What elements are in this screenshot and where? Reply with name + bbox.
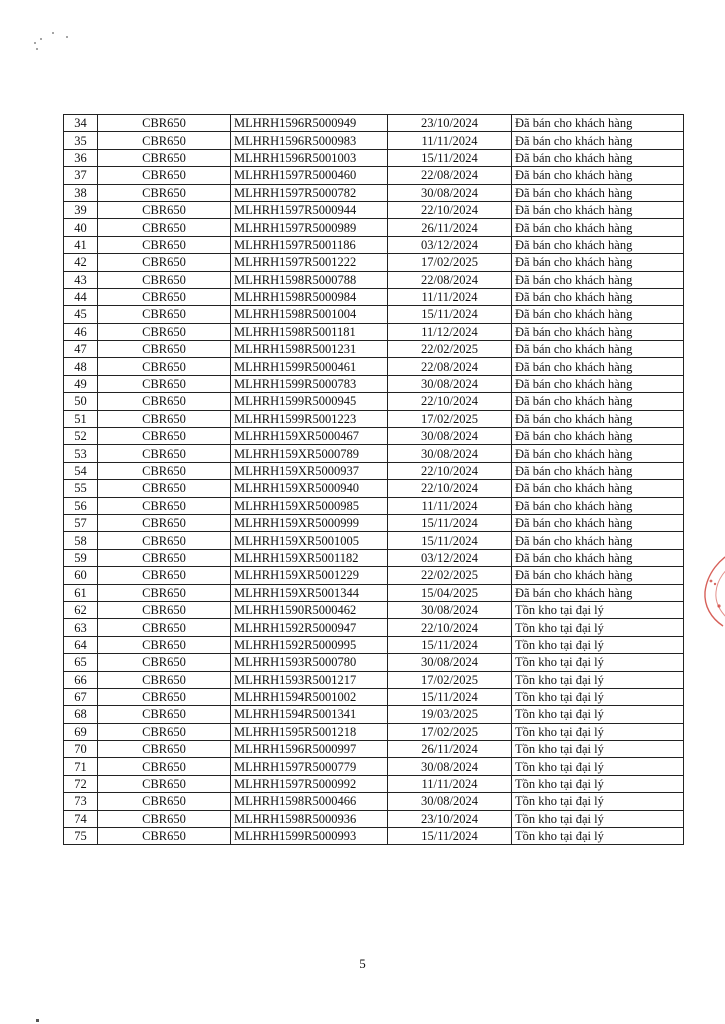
table-row bbox=[64, 601, 684, 618]
vin-cell: MLHRH1597R5000992 bbox=[231, 775, 388, 792]
date-cell: 30/08/2024 bbox=[388, 793, 512, 810]
date-cell: 22/10/2024 bbox=[388, 480, 512, 497]
model-cell: CBR650 bbox=[98, 601, 231, 618]
table-row bbox=[64, 410, 684, 427]
vin-cell: MLHRH1596R5001003 bbox=[231, 149, 388, 166]
model-cell: CBR650 bbox=[98, 341, 231, 358]
status-cell: Tồn kho tại đại lý bbox=[512, 793, 684, 810]
table-row bbox=[64, 636, 684, 653]
status-cell: Đã bán cho khách hàng bbox=[512, 254, 684, 271]
model-cell: CBR650 bbox=[98, 514, 231, 531]
status-cell: Đã bán cho khách hàng bbox=[512, 306, 684, 323]
model-cell: CBR650 bbox=[98, 132, 231, 149]
table-row bbox=[64, 393, 684, 410]
date-cell: 22/02/2025 bbox=[388, 341, 512, 358]
row-number-cell: 45 bbox=[64, 306, 98, 323]
date-cell: 17/02/2025 bbox=[388, 254, 512, 271]
status-cell: Đã bán cho khách hàng bbox=[512, 480, 684, 497]
vin-cell: MLHRH1599R5001223 bbox=[231, 410, 388, 427]
model-cell: CBR650 bbox=[98, 480, 231, 497]
model-cell: CBR650 bbox=[98, 236, 231, 253]
vin-cell: MLHRH1599R5000783 bbox=[231, 375, 388, 392]
status-cell: Đã bán cho khách hàng bbox=[512, 410, 684, 427]
row-number-cell: 36 bbox=[64, 149, 98, 166]
model-cell: CBR650 bbox=[98, 706, 231, 723]
row-number-cell: 73 bbox=[64, 793, 98, 810]
status-cell: Đã bán cho khách hàng bbox=[512, 445, 684, 462]
status-cell: Đã bán cho khách hàng bbox=[512, 184, 684, 201]
model-cell: CBR650 bbox=[98, 167, 231, 184]
vin-cell: MLHRH1595R5001218 bbox=[231, 723, 388, 740]
table-row bbox=[64, 462, 684, 479]
date-cell: 22/08/2024 bbox=[388, 358, 512, 375]
table-row bbox=[64, 619, 684, 636]
table-row bbox=[64, 741, 684, 758]
status-cell: Đã bán cho khách hàng bbox=[512, 358, 684, 375]
status-cell: Đã bán cho khách hàng bbox=[512, 497, 684, 514]
status-cell: Đã bán cho khách hàng bbox=[512, 167, 684, 184]
status-cell: Đã bán cho khách hàng bbox=[512, 288, 684, 305]
date-cell: 30/08/2024 bbox=[388, 445, 512, 462]
model-cell: CBR650 bbox=[98, 758, 231, 775]
row-number-cell: 48 bbox=[64, 358, 98, 375]
model-cell: CBR650 bbox=[98, 688, 231, 705]
status-cell: Đã bán cho khách hàng bbox=[512, 584, 684, 601]
vin-cell: MLHRH1598R5000466 bbox=[231, 793, 388, 810]
status-cell: Đã bán cho khách hàng bbox=[512, 428, 684, 445]
model-cell: CBR650 bbox=[98, 393, 231, 410]
date-cell: 22/10/2024 bbox=[388, 393, 512, 410]
vin-cell: MLHRH159XR5001344 bbox=[231, 584, 388, 601]
scan-specks bbox=[30, 28, 80, 52]
row-number-cell: 55 bbox=[64, 480, 98, 497]
table-row bbox=[64, 793, 684, 810]
date-cell: 03/12/2024 bbox=[388, 236, 512, 253]
row-number-cell: 38 bbox=[64, 184, 98, 201]
model-cell: CBR650 bbox=[98, 775, 231, 792]
row-number-cell: 52 bbox=[64, 428, 98, 445]
status-cell: Đã bán cho khách hàng bbox=[512, 567, 684, 584]
vin-cell: MLHRH1598R5000936 bbox=[231, 810, 388, 827]
status-cell: Đã bán cho khách hàng bbox=[512, 462, 684, 479]
model-cell: CBR650 bbox=[98, 115, 231, 132]
date-cell: 15/11/2024 bbox=[388, 828, 512, 845]
status-cell: Tồn kho tại đại lý bbox=[512, 671, 684, 688]
model-cell: CBR650 bbox=[98, 723, 231, 740]
red-seal-fragment bbox=[697, 548, 725, 628]
vin-cell: MLHRH159XR5000999 bbox=[231, 514, 388, 531]
vin-cell: MLHRH159XR5000467 bbox=[231, 428, 388, 445]
vin-cell: MLHRH1597R5000460 bbox=[231, 167, 388, 184]
date-cell: 15/11/2024 bbox=[388, 514, 512, 531]
date-cell: 30/08/2024 bbox=[388, 601, 512, 618]
vehicle-table bbox=[63, 114, 684, 845]
model-cell: CBR650 bbox=[98, 793, 231, 810]
vin-cell: MLHRH159XR5001182 bbox=[231, 549, 388, 566]
vin-cell: MLHRH1598R5001231 bbox=[231, 341, 388, 358]
table-row bbox=[64, 358, 684, 375]
model-cell: CBR650 bbox=[98, 358, 231, 375]
date-cell: 30/08/2024 bbox=[388, 375, 512, 392]
model-cell: CBR650 bbox=[98, 219, 231, 236]
status-cell: Đã bán cho khách hàng bbox=[512, 236, 684, 253]
status-cell: Tồn kho tại đại lý bbox=[512, 654, 684, 671]
date-cell: 22/10/2024 bbox=[388, 201, 512, 218]
status-cell: Đã bán cho khách hàng bbox=[512, 201, 684, 218]
vin-cell: MLHRH159XR5000937 bbox=[231, 462, 388, 479]
date-cell: 11/11/2024 bbox=[388, 497, 512, 514]
row-number-cell: 44 bbox=[64, 288, 98, 305]
model-cell: CBR650 bbox=[98, 410, 231, 427]
status-cell: Đã bán cho khách hàng bbox=[512, 532, 684, 549]
row-number-cell: 47 bbox=[64, 341, 98, 358]
vin-cell: MLHRH1593R5001217 bbox=[231, 671, 388, 688]
date-cell: 15/11/2024 bbox=[388, 149, 512, 166]
model-cell: CBR650 bbox=[98, 201, 231, 218]
vin-cell: MLHRH1598R5000788 bbox=[231, 271, 388, 288]
date-cell: 22/10/2024 bbox=[388, 619, 512, 636]
vin-cell: MLHRH1596R5000983 bbox=[231, 132, 388, 149]
table-row bbox=[64, 497, 684, 514]
date-cell: 15/11/2024 bbox=[388, 636, 512, 653]
table-row bbox=[64, 149, 684, 166]
row-number-cell: 46 bbox=[64, 323, 98, 340]
table-row bbox=[64, 236, 684, 253]
row-number-cell: 75 bbox=[64, 828, 98, 845]
table-row bbox=[64, 584, 684, 601]
date-cell: 17/02/2025 bbox=[388, 723, 512, 740]
row-number-cell: 74 bbox=[64, 810, 98, 827]
row-number-cell: 50 bbox=[64, 393, 98, 410]
row-number-cell: 71 bbox=[64, 758, 98, 775]
vin-cell: MLHRH1597R5001186 bbox=[231, 236, 388, 253]
row-number-cell: 57 bbox=[64, 514, 98, 531]
status-cell: Đã bán cho khách hàng bbox=[512, 219, 684, 236]
row-number-cell: 67 bbox=[64, 688, 98, 705]
date-cell: 26/11/2024 bbox=[388, 219, 512, 236]
date-cell: 23/10/2024 bbox=[388, 810, 512, 827]
status-cell: Tồn kho tại đại lý bbox=[512, 828, 684, 845]
vin-cell: MLHRH1590R5000462 bbox=[231, 601, 388, 618]
model-cell: CBR650 bbox=[98, 254, 231, 271]
status-cell: Tồn kho tại đại lý bbox=[512, 741, 684, 758]
table-row bbox=[64, 219, 684, 236]
model-cell: CBR650 bbox=[98, 619, 231, 636]
page-number: 5 bbox=[359, 956, 366, 971]
table-row bbox=[64, 549, 684, 566]
date-cell: 19/03/2025 bbox=[388, 706, 512, 723]
row-number-cell: 59 bbox=[64, 549, 98, 566]
date-cell: 30/08/2024 bbox=[388, 184, 512, 201]
row-number-cell: 37 bbox=[64, 167, 98, 184]
table-row bbox=[64, 810, 684, 827]
status-cell: Đã bán cho khách hàng bbox=[512, 115, 684, 132]
table-row bbox=[64, 480, 684, 497]
table-row bbox=[64, 775, 684, 792]
date-cell: 15/11/2024 bbox=[388, 688, 512, 705]
model-cell: CBR650 bbox=[98, 549, 231, 566]
vin-cell: MLHRH1596R5000997 bbox=[231, 741, 388, 758]
vin-cell: MLHRH1598R5001004 bbox=[231, 306, 388, 323]
vin-cell: MLHRH1597R5000989 bbox=[231, 219, 388, 236]
row-number-cell: 72 bbox=[64, 775, 98, 792]
model-cell: CBR650 bbox=[98, 671, 231, 688]
date-cell: 11/11/2024 bbox=[388, 132, 512, 149]
status-cell: Đã bán cho khách hàng bbox=[512, 393, 684, 410]
date-cell: 17/02/2025 bbox=[388, 410, 512, 427]
table-row bbox=[64, 306, 684, 323]
row-number-cell: 53 bbox=[64, 445, 98, 462]
vin-cell: MLHRH1599R5000461 bbox=[231, 358, 388, 375]
status-cell: Đã bán cho khách hàng bbox=[512, 549, 684, 566]
date-cell: 30/08/2024 bbox=[388, 428, 512, 445]
table-row bbox=[64, 567, 684, 584]
vin-cell: MLHRH1598R5001181 bbox=[231, 323, 388, 340]
model-cell: CBR650 bbox=[98, 271, 231, 288]
table-row bbox=[64, 654, 684, 671]
vin-cell: MLHRH1597R5001222 bbox=[231, 254, 388, 271]
vin-cell: MLHRH159XR5000789 bbox=[231, 445, 388, 462]
table-row bbox=[64, 532, 684, 549]
row-number-cell: 58 bbox=[64, 532, 98, 549]
row-number-cell: 61 bbox=[64, 584, 98, 601]
date-cell: 23/10/2024 bbox=[388, 115, 512, 132]
date-cell: 30/08/2024 bbox=[388, 654, 512, 671]
vin-cell: MLHRH1597R5000779 bbox=[231, 758, 388, 775]
row-number-cell: 40 bbox=[64, 219, 98, 236]
table-row bbox=[64, 723, 684, 740]
status-cell: Tồn kho tại đại lý bbox=[512, 619, 684, 636]
vin-cell: MLHRH1597R5000944 bbox=[231, 201, 388, 218]
model-cell: CBR650 bbox=[98, 741, 231, 758]
model-cell: CBR650 bbox=[98, 654, 231, 671]
row-number-cell: 69 bbox=[64, 723, 98, 740]
table-row bbox=[64, 671, 684, 688]
date-cell: 11/11/2024 bbox=[388, 288, 512, 305]
date-cell: 15/04/2025 bbox=[388, 584, 512, 601]
row-number-cell: 43 bbox=[64, 271, 98, 288]
row-number-cell: 49 bbox=[64, 375, 98, 392]
model-cell: CBR650 bbox=[98, 828, 231, 845]
status-cell: Đã bán cho khách hàng bbox=[512, 149, 684, 166]
status-cell: Đã bán cho khách hàng bbox=[512, 323, 684, 340]
date-cell: 22/08/2024 bbox=[388, 167, 512, 184]
table-row bbox=[64, 758, 684, 775]
date-cell: 26/11/2024 bbox=[388, 741, 512, 758]
date-cell: 17/02/2025 bbox=[388, 671, 512, 688]
row-number-cell: 62 bbox=[64, 601, 98, 618]
vin-cell: MLHRH1599R5000945 bbox=[231, 393, 388, 410]
row-number-cell: 64 bbox=[64, 636, 98, 653]
status-cell: Đã bán cho khách hàng bbox=[512, 341, 684, 358]
model-cell: CBR650 bbox=[98, 532, 231, 549]
row-number-cell: 70 bbox=[64, 741, 98, 758]
status-cell: Tồn kho tại đại lý bbox=[512, 706, 684, 723]
model-cell: CBR650 bbox=[98, 497, 231, 514]
vin-cell: MLHRH159XR5001229 bbox=[231, 567, 388, 584]
table-row bbox=[64, 828, 684, 845]
model-cell: CBR650 bbox=[98, 462, 231, 479]
vin-cell: MLHRH1592R5000995 bbox=[231, 636, 388, 653]
vin-cell: MLHRH1598R5000984 bbox=[231, 288, 388, 305]
row-number-cell: 42 bbox=[64, 254, 98, 271]
table-row bbox=[64, 254, 684, 271]
model-cell: CBR650 bbox=[98, 184, 231, 201]
date-cell: 15/11/2024 bbox=[388, 532, 512, 549]
row-number-cell: 54 bbox=[64, 462, 98, 479]
table-row bbox=[64, 132, 684, 149]
row-number-cell: 51 bbox=[64, 410, 98, 427]
table-row bbox=[64, 184, 684, 201]
row-number-cell: 56 bbox=[64, 497, 98, 514]
row-number-cell: 34 bbox=[64, 115, 98, 132]
model-cell: CBR650 bbox=[98, 567, 231, 584]
date-cell: 03/12/2024 bbox=[388, 549, 512, 566]
date-cell: 11/11/2024 bbox=[388, 775, 512, 792]
table-row bbox=[64, 115, 684, 132]
model-cell: CBR650 bbox=[98, 323, 231, 340]
model-cell: CBR650 bbox=[98, 584, 231, 601]
row-number-cell: 65 bbox=[64, 654, 98, 671]
status-cell: Tồn kho tại đại lý bbox=[512, 723, 684, 740]
vin-cell: MLHRH159XR5001005 bbox=[231, 532, 388, 549]
model-cell: CBR650 bbox=[98, 636, 231, 653]
status-cell: Đã bán cho khách hàng bbox=[512, 271, 684, 288]
status-cell: Đã bán cho khách hàng bbox=[512, 132, 684, 149]
model-cell: CBR650 bbox=[98, 445, 231, 462]
row-number-cell: 35 bbox=[64, 132, 98, 149]
date-cell: 11/12/2024 bbox=[388, 323, 512, 340]
table-row bbox=[64, 706, 684, 723]
row-number-cell: 66 bbox=[64, 671, 98, 688]
table-row bbox=[64, 341, 684, 358]
model-cell: CBR650 bbox=[98, 810, 231, 827]
status-cell: Đã bán cho khách hàng bbox=[512, 375, 684, 392]
table-row bbox=[64, 514, 684, 531]
vin-cell: MLHRH1593R5000780 bbox=[231, 654, 388, 671]
status-cell: Tồn kho tại đại lý bbox=[512, 688, 684, 705]
status-cell: Tồn kho tại đại lý bbox=[512, 775, 684, 792]
model-cell: CBR650 bbox=[98, 288, 231, 305]
table-row bbox=[64, 375, 684, 392]
vin-cell: MLHRH159XR5000940 bbox=[231, 480, 388, 497]
status-cell: Tồn kho tại đại lý bbox=[512, 636, 684, 653]
row-number-cell: 41 bbox=[64, 236, 98, 253]
vin-cell: MLHRH1594R5001341 bbox=[231, 706, 388, 723]
table-row bbox=[64, 288, 684, 305]
table-row bbox=[64, 201, 684, 218]
row-number-cell: 60 bbox=[64, 567, 98, 584]
status-cell: Tồn kho tại đại lý bbox=[512, 810, 684, 827]
table-row bbox=[64, 688, 684, 705]
model-cell: CBR650 bbox=[98, 306, 231, 323]
date-cell: 15/11/2024 bbox=[388, 306, 512, 323]
vin-cell: MLHRH1599R5000993 bbox=[231, 828, 388, 845]
model-cell: CBR650 bbox=[98, 149, 231, 166]
scan-mark bbox=[36, 1019, 39, 1022]
row-number-cell: 68 bbox=[64, 706, 98, 723]
status-cell: Đã bán cho khách hàng bbox=[512, 514, 684, 531]
row-number-cell: 39 bbox=[64, 201, 98, 218]
model-cell: CBR650 bbox=[98, 375, 231, 392]
table-row bbox=[64, 323, 684, 340]
vin-cell: MLHRH159XR5000985 bbox=[231, 497, 388, 514]
vin-cell: MLHRH1597R5000782 bbox=[231, 184, 388, 201]
vin-cell: MLHRH1596R5000949 bbox=[231, 115, 388, 132]
date-cell: 22/08/2024 bbox=[388, 271, 512, 288]
status-cell: Tồn kho tại đại lý bbox=[512, 601, 684, 618]
date-cell: 22/10/2024 bbox=[388, 462, 512, 479]
date-cell: 30/08/2024 bbox=[388, 758, 512, 775]
table-row bbox=[64, 167, 684, 184]
model-cell: CBR650 bbox=[98, 428, 231, 445]
row-number-cell: 63 bbox=[64, 619, 98, 636]
vehicle-table-body bbox=[64, 115, 684, 845]
table-row bbox=[64, 445, 684, 462]
vin-cell: MLHRH1594R5001002 bbox=[231, 688, 388, 705]
status-cell: Tồn kho tại đại lý bbox=[512, 758, 684, 775]
date-cell: 22/02/2025 bbox=[388, 567, 512, 584]
table-row bbox=[64, 428, 684, 445]
vin-cell: MLHRH1592R5000947 bbox=[231, 619, 388, 636]
table-row bbox=[64, 271, 684, 288]
